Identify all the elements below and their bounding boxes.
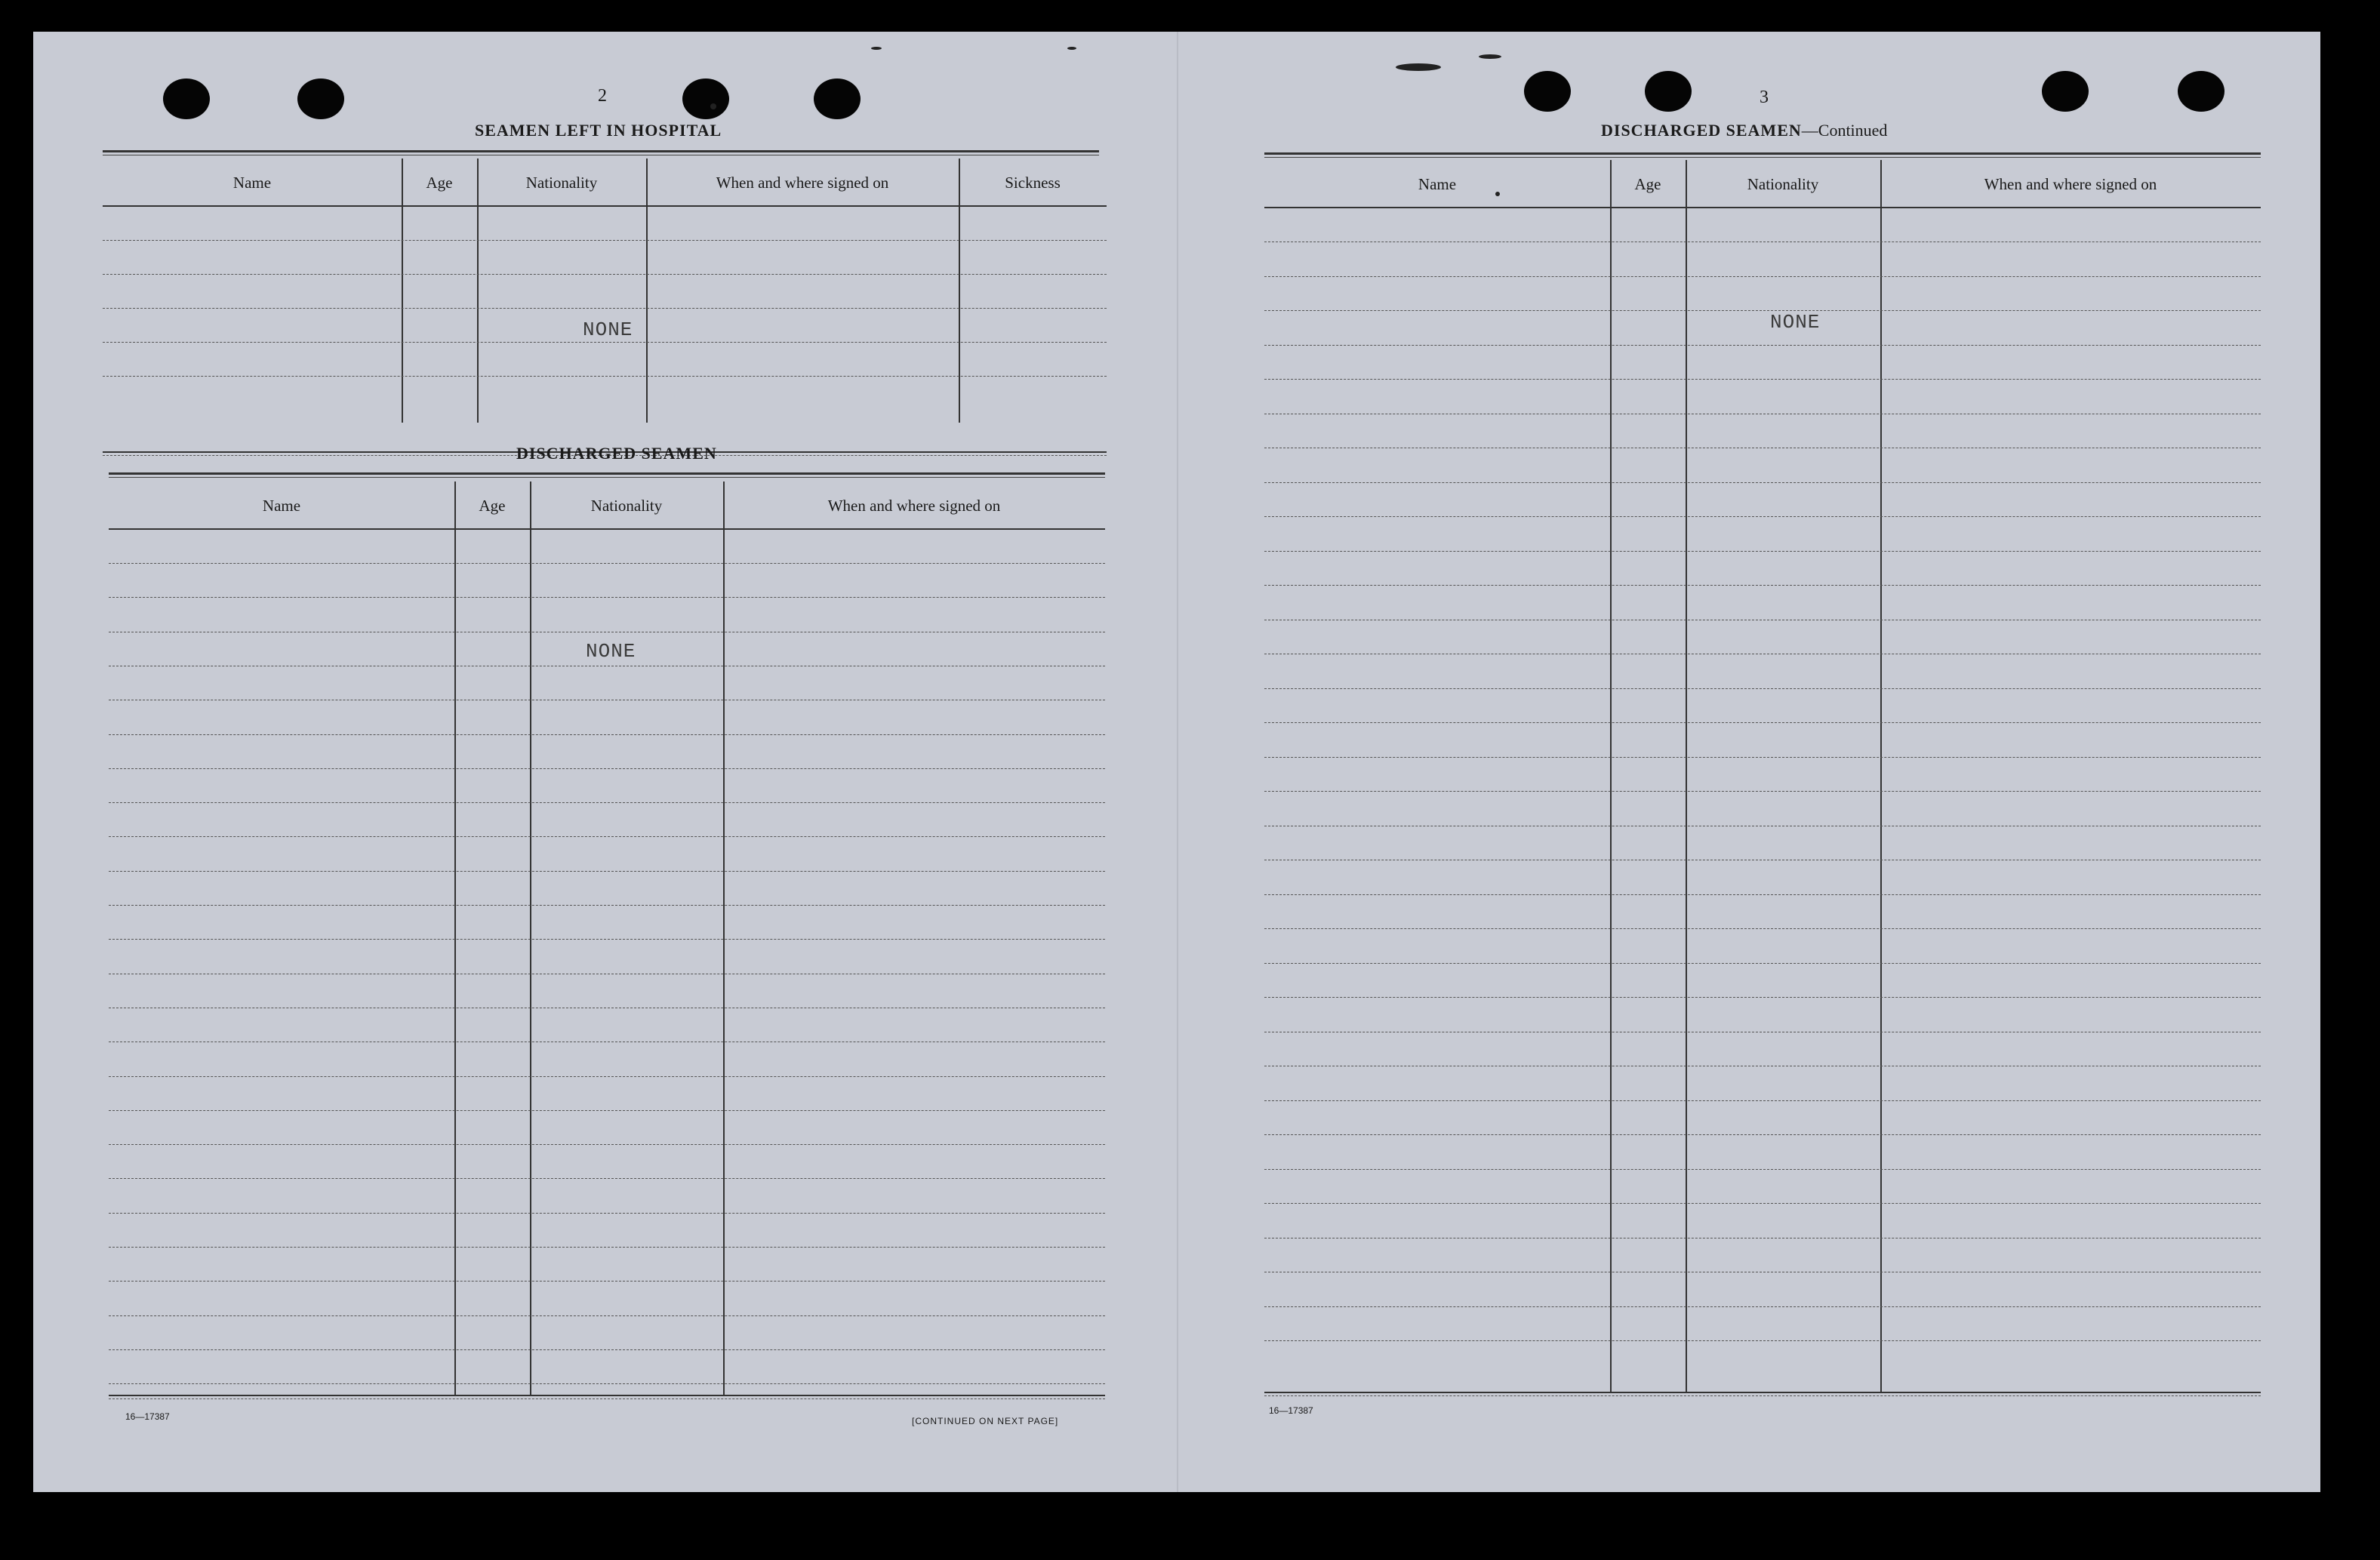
table-row	[103, 342, 1107, 343]
column-divider	[530, 482, 531, 1395]
none-stamp: NONE	[1770, 311, 1821, 334]
form-number: 16—17387	[1269, 1405, 1313, 1416]
table-row	[1264, 482, 2261, 483]
table-row	[109, 1349, 1105, 1350]
ink-speck	[1396, 63, 1441, 71]
table-row	[109, 802, 1105, 803]
punch-hole	[163, 78, 210, 119]
table-row	[1264, 722, 2261, 723]
section-title-suffix: —Continued	[1801, 121, 1888, 140]
table-row	[1264, 928, 2261, 929]
column-header-signed-on: When and where signed on	[827, 497, 1001, 515]
table-row	[109, 1315, 1105, 1316]
section-rule	[1264, 152, 2261, 158]
column-header-nationality: Nationality	[590, 497, 663, 515]
table-row	[1264, 516, 2261, 517]
form-number: 16—17387	[125, 1411, 170, 1422]
column-divider	[454, 482, 456, 1395]
table-row	[109, 1178, 1105, 1179]
table-row	[1264, 1203, 2261, 1204]
document-sheet	[33, 32, 2320, 1492]
ink-speck	[871, 47, 882, 50]
column-divider	[646, 158, 648, 423]
ink-speck	[710, 103, 716, 109]
table-row	[109, 1076, 1105, 1077]
punch-hole	[682, 78, 729, 119]
column-header-age: Age	[426, 174, 453, 192]
table-row	[109, 1281, 1105, 1282]
table-row	[109, 1383, 1105, 1384]
table-row	[1264, 1100, 2261, 1101]
section-rule	[103, 150, 1099, 155]
table-row	[1264, 345, 2261, 346]
ink-speck	[1495, 192, 1500, 196]
column-header-name: Name	[232, 174, 272, 192]
punch-hole	[2042, 71, 2089, 112]
discharged-section-title: DISCHARGED SEAMEN	[516, 444, 717, 463]
column-divider	[959, 158, 960, 423]
punch-hole	[1645, 71, 1692, 112]
table-bottom-rule	[109, 1395, 1105, 1399]
table-row	[1264, 997, 2261, 998]
table-row	[109, 768, 1105, 769]
table-row	[1264, 310, 2261, 311]
table-row	[1264, 276, 2261, 277]
table-row	[1264, 688, 2261, 689]
right-page	[1177, 32, 2320, 1492]
table-row	[103, 376, 1107, 377]
column-header-nationality: Nationality	[1747, 175, 1819, 193]
table-row	[109, 905, 1105, 906]
table-row	[1264, 585, 2261, 586]
column-header-signed-on: When and where signed on	[716, 174, 889, 192]
left-page	[33, 32, 1177, 1492]
table-row	[109, 1213, 1105, 1214]
column-header-name: Name	[1418, 175, 1457, 193]
table-row	[1264, 1134, 2261, 1135]
table-header-row	[103, 158, 1107, 207]
column-header-age: Age	[1634, 175, 1661, 193]
table-bottom-rule	[1264, 1392, 2261, 1396]
column-header-nationality: Nationality	[525, 174, 598, 192]
table-row	[109, 1247, 1105, 1248]
table-row	[1264, 551, 2261, 552]
column-header-signed-on: When and where signed on	[1984, 175, 2157, 193]
table-header-row	[109, 482, 1105, 530]
table-row	[103, 240, 1107, 241]
page-number: 2	[598, 86, 607, 106]
column-header-name: Name	[262, 497, 301, 515]
table-row	[109, 871, 1105, 872]
table-row	[103, 308, 1107, 309]
discharged-continued-table	[1264, 160, 2261, 1398]
none-stamp: NONE	[583, 318, 633, 341]
table-row	[1264, 1169, 2261, 1170]
table-row	[109, 597, 1105, 598]
table-row	[109, 1110, 1105, 1111]
continued-note: [CONTINUED ON NEXT PAGE]	[912, 1416, 1059, 1426]
ink-speck	[1067, 47, 1076, 50]
discharged-continued-title	[1601, 121, 1887, 140]
table-row	[103, 274, 1107, 275]
table-row	[1264, 894, 2261, 895]
punch-hole	[2178, 71, 2225, 112]
punch-hole	[297, 78, 344, 119]
table-row	[1264, 757, 2261, 758]
column-divider	[723, 482, 725, 1395]
table-row	[109, 1144, 1105, 1145]
table-header-row	[1264, 160, 2261, 208]
table-row	[109, 563, 1105, 564]
column-header-age: Age	[479, 497, 506, 515]
ink-speck	[1479, 54, 1501, 59]
hospital-table	[103, 158, 1107, 423]
punch-hole	[1524, 71, 1571, 112]
column-divider	[402, 158, 403, 423]
page-number: 3	[1760, 88, 1769, 107]
table-row	[109, 734, 1105, 735]
discharged-table	[109, 482, 1105, 1402]
table-row	[1264, 1306, 2261, 1307]
punch-hole	[814, 78, 861, 119]
hospital-section-title: SEAMEN LEFT IN HOSPITAL	[475, 121, 722, 140]
table-row	[1264, 791, 2261, 792]
section-rule	[109, 472, 1105, 478]
column-divider	[477, 158, 479, 423]
table-row	[1264, 1340, 2261, 1341]
section-title-main: DISCHARGED SEAMEN	[1601, 121, 1802, 140]
column-header-sickness: Sickness	[1005, 174, 1061, 192]
table-row	[109, 939, 1105, 940]
table-row	[1264, 963, 2261, 964]
table-row	[109, 836, 1105, 837]
none-stamp: NONE	[586, 640, 636, 663]
table-row	[1264, 379, 2261, 380]
